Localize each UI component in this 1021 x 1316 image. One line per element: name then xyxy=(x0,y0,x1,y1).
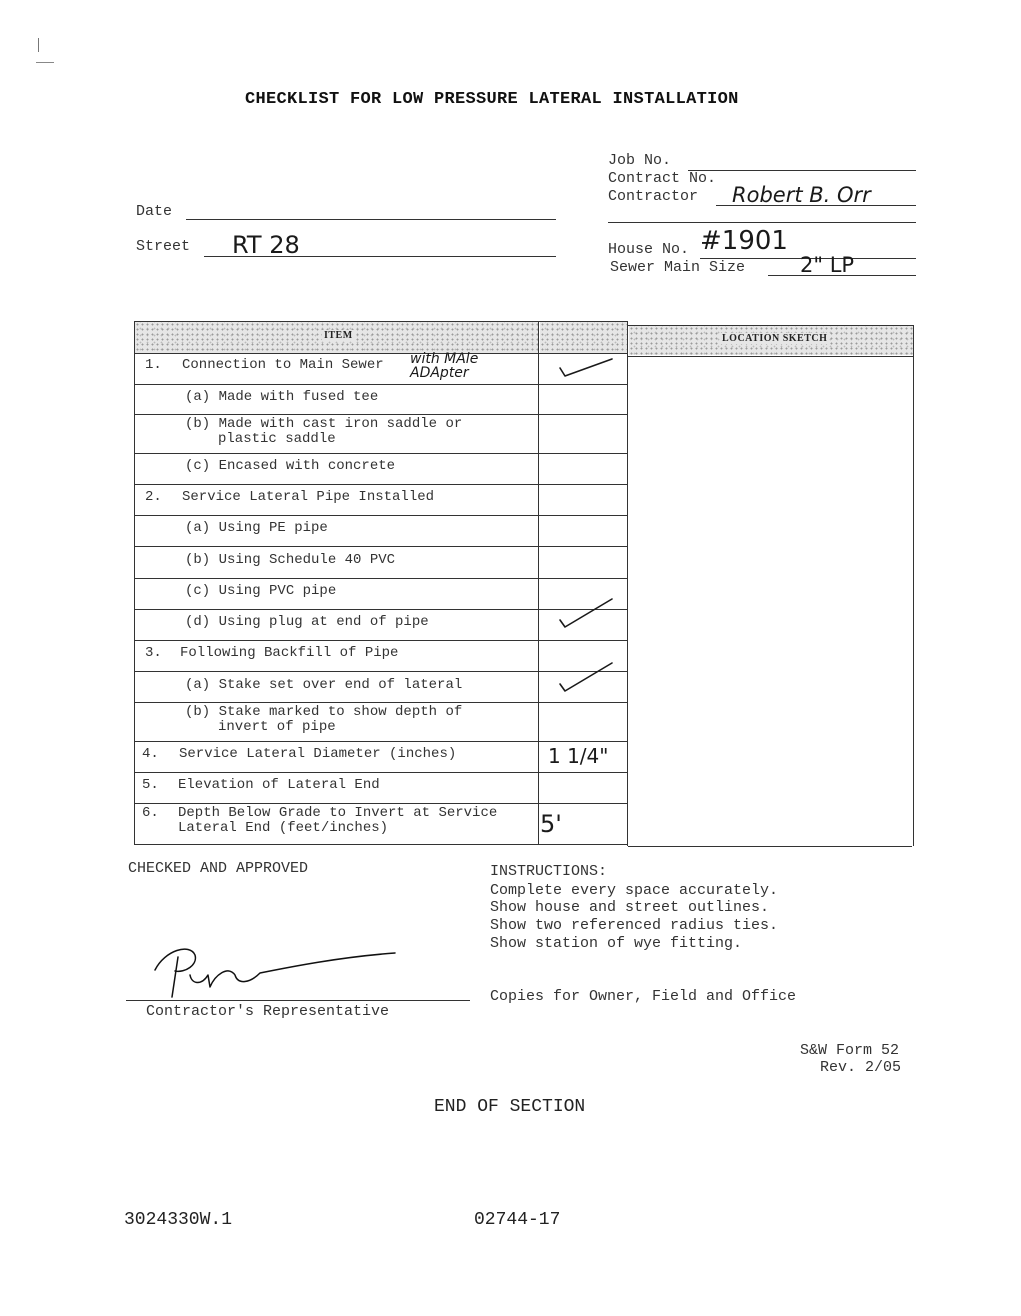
row-3a-text: (a) Stake set over end of lateral xyxy=(185,677,463,693)
row-6-text-2: Lateral End (feet/inches) xyxy=(178,820,389,836)
scan-mark xyxy=(38,38,39,52)
job-no-line xyxy=(688,170,916,171)
row-3-text: Following Backfill of Pipe xyxy=(180,645,399,661)
street-line xyxy=(204,256,556,257)
sewer-main-size-line xyxy=(768,275,916,276)
signature xyxy=(150,935,400,1005)
row-6-text: Depth Below Grade to Invert at Service xyxy=(178,805,498,821)
row-5-number: 5. xyxy=(142,777,159,793)
row-1-checkmark xyxy=(556,355,616,379)
sewer-main-size-label: Sewer Main Size xyxy=(610,259,746,276)
row-2-text: Service Lateral Pipe Installed xyxy=(182,489,435,505)
row-1b-text: (b) Made with cast iron saddle or xyxy=(185,416,463,432)
contractor-label: Contractor xyxy=(608,188,699,205)
street-label: Street xyxy=(136,238,191,255)
row-5-text: Elevation of Lateral End xyxy=(178,777,380,793)
contractor-line-2 xyxy=(608,222,916,223)
row-2d-checkmark xyxy=(556,596,616,630)
row-1b-text-2: plastic saddle xyxy=(218,431,336,447)
date-line xyxy=(186,219,556,220)
contract-no-label: Contract No. xyxy=(608,170,717,187)
page-code: 02744-17 xyxy=(474,1210,561,1230)
row-4-number: 4. xyxy=(142,746,159,762)
row-1c-text: (c) Encased with concrete xyxy=(185,458,396,474)
signature-line xyxy=(126,1000,470,1001)
contractor-rep-label: Contractor's Representative xyxy=(146,1003,390,1020)
copies-note: Copies for Owner, Field and Office xyxy=(490,988,797,1005)
instruction-line-4: Show station of wye fitting. xyxy=(490,935,743,952)
row-6-value: 5' xyxy=(540,810,562,838)
form-revision: Rev. 2/05 xyxy=(820,1059,902,1076)
instruction-line-2: Show house and street outlines. xyxy=(490,899,770,916)
end-of-section: END OF SECTION xyxy=(434,1097,586,1117)
row-2a-text: (a) Using PE pipe xyxy=(185,520,328,536)
sewer-main-size-value: 2" LP xyxy=(800,253,855,277)
form-number: S&W Form 52 xyxy=(800,1042,900,1059)
row-3b-text: (b) Stake marked to show depth of xyxy=(185,704,463,720)
row-1a-text: (a) Made with fused tee xyxy=(185,389,379,405)
row-6-number: 6. xyxy=(142,805,159,821)
row-4-text: Service Lateral Diameter (inches) xyxy=(179,746,457,762)
contractor-line xyxy=(716,205,916,206)
page-title: CHECKLIST FOR LOW PRESSURE LATERAL INSTALLATION xyxy=(245,90,739,109)
instructions-heading: INSTRUCTIONS: xyxy=(490,863,608,880)
date-label: Date xyxy=(136,203,173,220)
row-3-number: 3. xyxy=(145,645,162,661)
checked-approved-label: CHECKED AND APPROVED xyxy=(128,860,309,877)
contractor-value: Robert B. Orr xyxy=(732,183,871,207)
row-1-note: with MAle ADApter xyxy=(410,351,479,381)
row-4-value: 1 1/4" xyxy=(548,744,609,768)
row-1-text: Connection to Main Sewer xyxy=(182,357,384,373)
location-sketch-header: LOCATION SKETCH xyxy=(722,333,828,344)
row-2c-text: (c) Using PVC pipe xyxy=(185,583,337,599)
row-1-number: 1. xyxy=(145,357,162,373)
job-no-label: Job No. xyxy=(608,152,672,169)
row-2d-text: (d) Using plug at end of pipe xyxy=(185,614,429,630)
instruction-line-3: Show two referenced radius ties. xyxy=(490,917,779,934)
scan-mark xyxy=(36,62,54,63)
house-no-label: House No. xyxy=(608,241,690,258)
row-3a-checkmark xyxy=(556,660,616,694)
instruction-line-1: Complete every space accurately. xyxy=(490,882,779,899)
house-no-value: #1901 xyxy=(700,226,788,256)
street-value: RT 28 xyxy=(232,231,300,259)
row-3b-text-2: invert of pipe xyxy=(218,719,336,735)
check-header-shade xyxy=(540,322,627,353)
document-id: 3024330W.1 xyxy=(124,1210,233,1230)
item-header: ITEM xyxy=(324,330,353,341)
row-2b-text: (b) Using Schedule 40 PVC xyxy=(185,552,396,568)
row-2-number: 2. xyxy=(145,489,162,505)
